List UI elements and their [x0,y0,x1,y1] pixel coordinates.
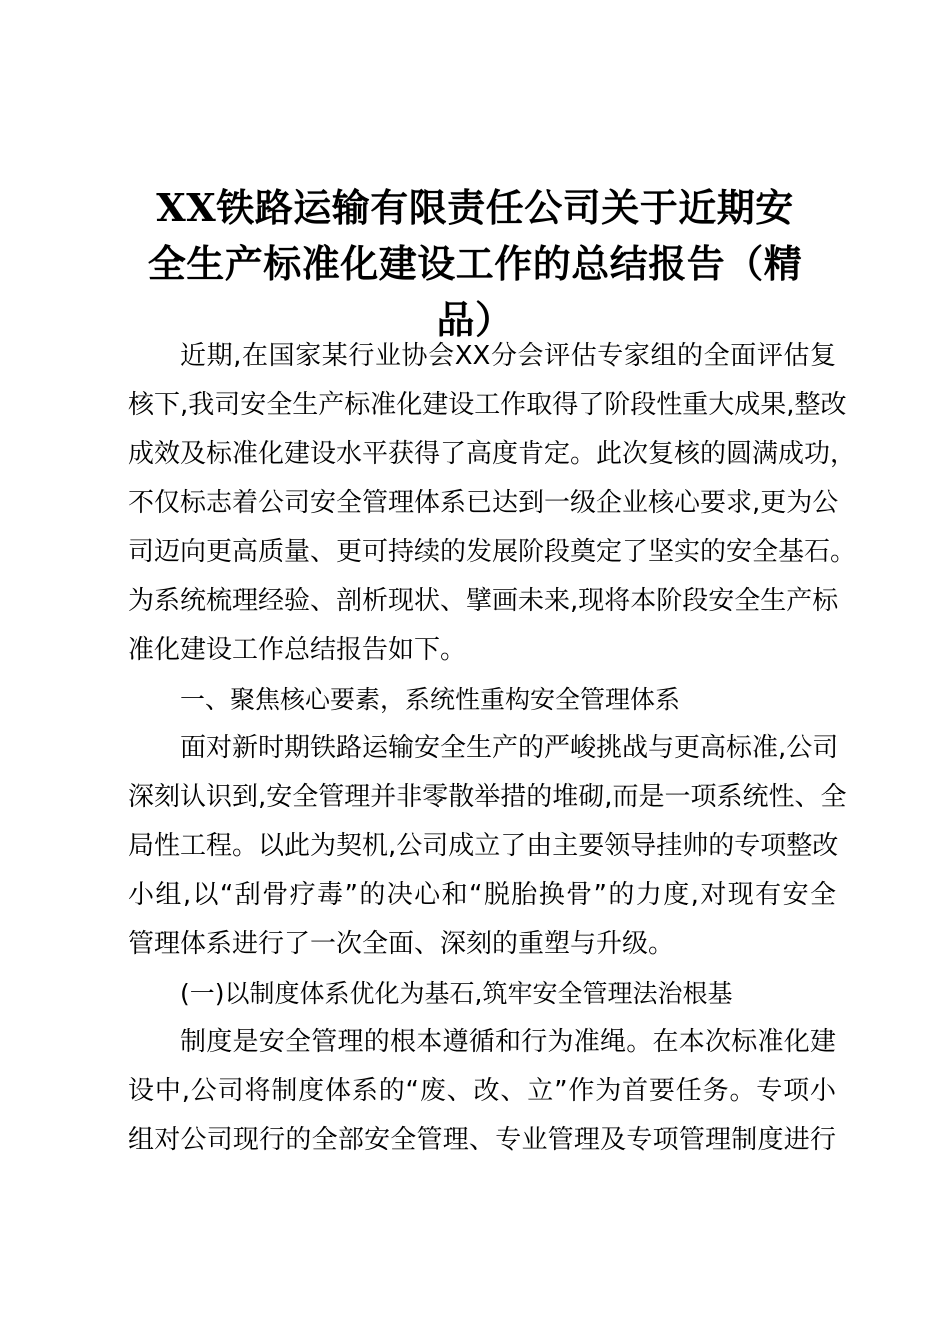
paragraph-line: 局性工程。以此为契机,公司成立了由主要领导挂帅的专项整改 [128,831,839,861]
section-heading: 一、聚焦核心要素，系统性重构安全管理体系 [180,685,681,714]
document-body [128,332,857,1165]
document-title [120,180,830,348]
paragraph-line: 准化建设工作总结报告如下。 [128,635,467,665]
paragraph-line: 司迈向更高质量、更可持续的发展阶段奠定了坚实的安全基石。 [128,537,857,567]
title-line: 全生产标准化建设工作的总结报告（精 [147,241,803,286]
title-line: 品） [436,297,514,342]
paragraph-line: 成效及标准化建设水平获得了高度肯定。此次复核的圆满成功， [128,439,857,469]
paragraph-section-one [128,724,847,969]
paragraph-intro [128,332,857,675]
paragraph-line: 深刻认识到,安全管理并非零散举措的堆砌,而是一项系统性、全 [128,782,847,812]
paragraph-line: 核下,我司安全生产标准化建设工作取得了阶段性重大成果,整改 [128,390,847,420]
paragraph-line: 小组,以“刮骨疗毒”的决心和“脱胎换骨”的力度,对现有安全 [128,880,836,910]
paragraph-line: 组对公司现行的全部安全管理、专业管理及专项管理制度进行 [128,1125,836,1155]
paragraph-subsection-one [128,1018,836,1165]
paragraph-line: 为系统梳理经验、剖析现状、擘画未来,现将本阶段安全生产标 [128,586,839,616]
paragraph-line: 管理体系进行了一次全面、深刻的重塑与升级。 [128,929,675,959]
paragraph-line: 近期,在国家某行业协会XX分会评估专家组的全面评估复 [180,341,836,371]
subsection-heading: (一)以制度体系优化为基石,筑牢安全管理法治根基 [180,979,733,1008]
paragraph-line: 制度是安全管理的根本遵循和行为准绳。在本次标准化建 [180,1027,836,1057]
paragraph-line: 不仅标志着公司安全管理体系已达到一级企业核心要求,更为公 [128,488,839,518]
paragraph-line: 设中,公司将制度体系的“废、改、立”作为首要任务。专项小 [128,1076,836,1106]
paragraph-line: 面对新时期铁路运输安全生产的严峻挑战与更高标准,公司 [180,733,839,763]
title-line: XX铁路运输有限责任公司关于近期安 [156,185,794,230]
